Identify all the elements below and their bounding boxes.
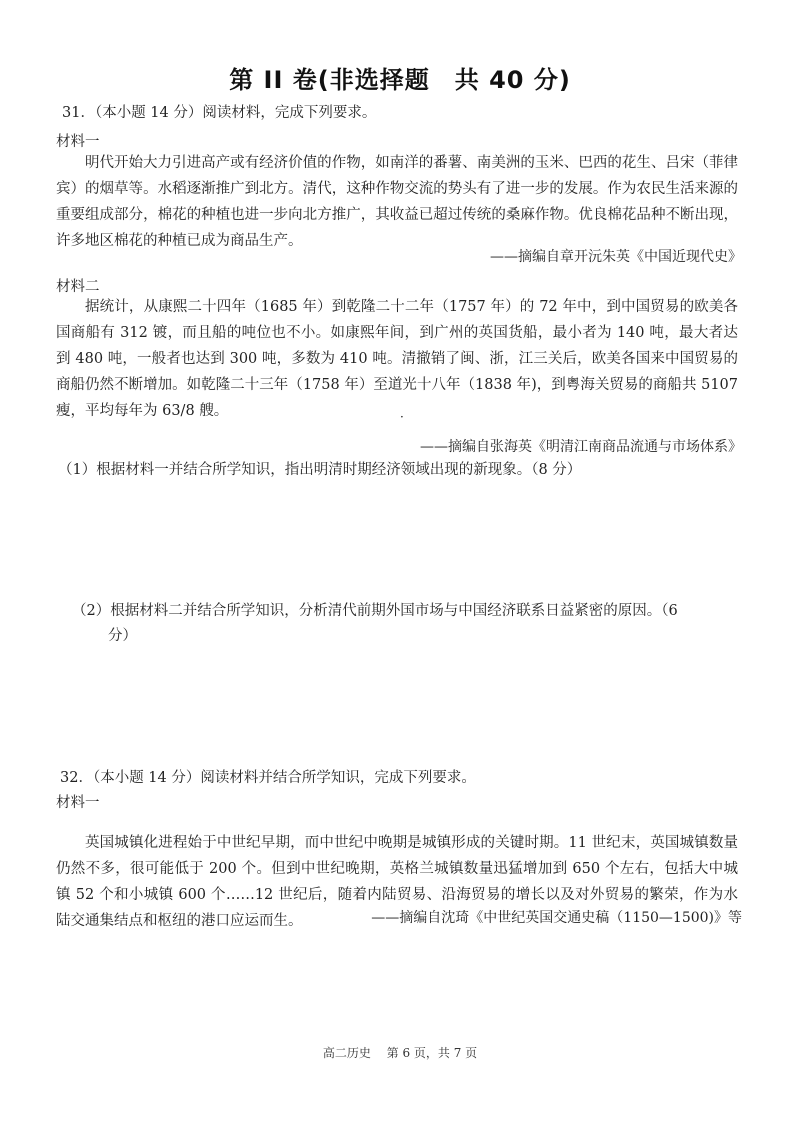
q31-heading: 31．（本小题 14 分）阅读材料，完成下列要求。: [62, 105, 377, 121]
q31-material1-label: 材料一: [56, 134, 100, 150]
q32-material1-source: ——摘编自沈琦《中世纪英国交通史稿（1150—1500)》等: [371, 910, 742, 926]
q31-material2-source: ——摘编自张海英《明清江南商品流通与市场体系》: [420, 439, 742, 455]
q31-material2-text: 据统计，从康熙二十四年（1685 年）到乾隆二十二年（1757 年）的 72 年中，到中国贸易的欧美各国商船有 312 镀，而且船的吨位也不小。如康熙年间，到广州的英国货船，最小者为 140 吨，最大者达到 480 吨，一般者也达到 300 吨，多数为 410 吨。清撤销了闽、浙，江三关后，欧美各国来中国贸易的商船仍然不断增加。如乾隆二十三年（1758 年）至道光十八年（1838 年)，到粤海关贸易的商船共 5107 瘦，平均每年为 63/8 艘。: [56, 299, 738, 419]
page-footer: [0, 1044, 800, 1061]
section-title: 第 II 卷(非选择题 共 40 分): [229, 66, 571, 94]
q31-material1-text: 明代开始大力引进高产或有经济价值的作物，如南洋的番薯、南美洲的玉米、巴西的花生、吕宋（菲律宾）的烟草等。水稻逐渐推广到北方。清代，这种作物交流的势头有了进一步的发展。作为农民生活来源的重要组成部分，棉花的种植也进一步向北方推广，其收益已超过传统的桑麻作物。优良棉花品种不断出现，许多地区棉花的种植已成为商品生产。: [56, 155, 738, 249]
q31-sub2-line2: 分）: [108, 628, 137, 644]
footer-subject: 高二历史: [322, 1046, 371, 1060]
q31-sub1: （1）根据材料一并结合所学知识，指出明清时期经济领域出现的新现象。（8 分）: [58, 462, 582, 478]
q31-material2-dot: ·: [400, 410, 404, 424]
q31-material2-label: 材料二: [56, 279, 100, 295]
q31-sub2-line1: （2）根据材料二并结合所学知识，分析清代前期外国市场与中国经济联系日益紧密的原因。（6: [72, 603, 678, 619]
q32-heading: 32．（本小题 14 分）阅读材料并结合所学知识，完成下列要求。: [60, 770, 476, 786]
footer-page-number: 第 6 页，共 7 页: [386, 1046, 478, 1060]
q31-material1-source: ——摘编自章开沅朱英《中国近现代史》: [490, 249, 742, 265]
q32-material1-label: 材料一: [56, 795, 100, 811]
q32-material1-text: 英国城镇化进程始于中世纪早期，而中世纪中晚期是城镇形成的关键时期。11 世纪末，英国城镇数量仍然不多，很可能低于 200 个。但到中世纪晚期，英格兰城镇数量迅猛增加到 650 个左右，包括大中城镇 52 个和小城镇 600 个……12 世纪后，随着内陆贸易、沿海贸易的增长以及对外贸易的繁荣，作为水陆交通集结点和枢纽的港口应运而生。: [56, 835, 738, 929]
